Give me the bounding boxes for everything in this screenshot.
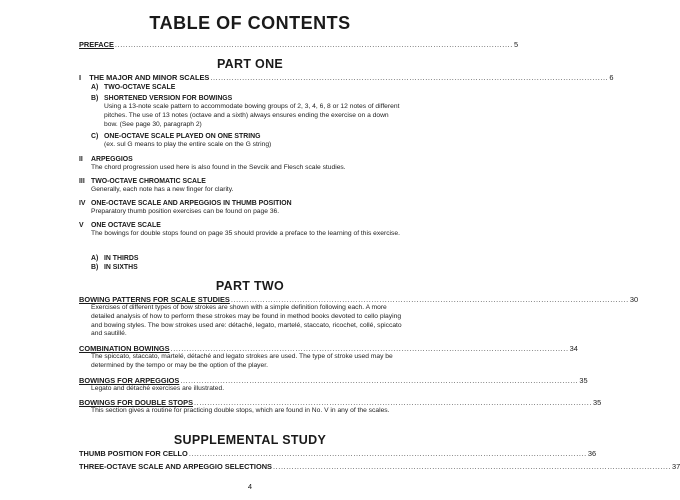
toc-entry-major-minor-scales [79, 73, 614, 82]
subsection-letter: A) [91, 84, 99, 91]
leader-dots: ...................................................................................................................................................... [194, 398, 593, 407]
subsection-title: IN THIRDS [104, 255, 139, 262]
toc-label: BOWING PATTERNS FOR SCALE STUDIES [79, 295, 230, 304]
part-two-heading: PART TWO [215, 279, 285, 293]
section-description: The chord progression used here is also found in the Sevcik and Flesch scale studies. [91, 164, 346, 171]
subsection-title: TWO-OCTAVE SCALE [104, 84, 176, 91]
toc-entry-three-octave [79, 462, 680, 471]
section-title: ONE-OCTAVE SCALE AND ARPEGGIOS IN THUMB POSITION [91, 200, 292, 207]
entry-description: This section gives a routine for practicing double stops, which are found in No. V in any of the scales. [91, 407, 390, 414]
toc-label: THREE-OCTAVE SCALE AND ARPEGGIO SELECTIONS [79, 462, 272, 471]
subsection-letter: B) [91, 264, 99, 271]
toc-entry-bowings-arpeggios [79, 376, 588, 385]
subsection-letter: C) [91, 133, 99, 140]
toc-page-number: 37 [672, 462, 680, 471]
toc-page-number: 35 [593, 398, 602, 407]
toc-entry-combination-bowings [79, 344, 578, 353]
toc-page-number: 34 [569, 344, 578, 353]
leader-dots: ...................................................................................................................................................... [170, 344, 569, 353]
leader-dots: ...................................................................................................................................................... [210, 73, 609, 82]
toc-page-number: 36 [587, 449, 597, 458]
toc-label: BOWINGS FOR ARPEGGIOS [79, 376, 180, 385]
section-description: Generally, each note has a new finger for clarity. [91, 186, 234, 193]
leader-dots: ...................................................................................................................................................... [230, 295, 629, 304]
roman-numeral: III [79, 178, 85, 185]
toc-entry-thumb-position [79, 449, 597, 458]
leader-dots: ...................................................................................................................................................... [114, 40, 513, 49]
toc-entry-bowing-patterns [79, 295, 639, 304]
roman-numeral: I [79, 73, 82, 82]
toc-page-number: 35 [579, 376, 588, 385]
subsection-letter: B) [91, 95, 99, 102]
toc-label: COMBINATION BOWINGS [79, 344, 170, 353]
subsection-title: SHORTENED VERSION FOR BOWINGS [104, 95, 233, 102]
toc-entry-double-stops [79, 398, 602, 407]
section-title: TWO-OCTAVE CHROMATIC SCALE [91, 178, 206, 185]
toc-label: BOWINGS FOR DOUBLE STOPS [79, 398, 194, 407]
entry-description: The spiccato, staccato, martelé, détaché and legato strokes are used. The type of stroke used may be determined by the tempo or may be the option of the player. [91, 353, 393, 369]
section-title: THE MAJOR AND MINOR SCALES [89, 73, 210, 82]
subsection-description: Using a 13-note scale pattern to accommodate bowing groups of 2, 3, 4, 6, 8 or 12 notes of different pitches. The use of 13 notes (octave and a sixth) always ensures ending the exercise on a down bow. (See page 30, paragraph 2) [104, 103, 400, 128]
page-title: TABLE OF CONTENTS [149, 13, 351, 33]
toc-label: PREFACE [79, 40, 114, 49]
page-number: 4 [247, 482, 253, 491]
entry-description: Exercises of different types of bow strokes are shown with a simple definition following each. A more detailed analysis of how to perform these strokes may be found in method books devoted to cello playing and bowing styles. The bow strokes used are: détaché, legato, martelé, staccato, ricochet, collé, spiccato and sautillé. [91, 304, 402, 338]
supplemental-heading: SUPPLEMENTAL STUDY [173, 433, 327, 447]
toc-page-number: 6 [609, 73, 614, 82]
roman-numeral: IV [79, 200, 86, 207]
part-one-heading: PART ONE [216, 57, 284, 71]
roman-numeral: V [79, 222, 84, 229]
subsection-title: ONE-OCTAVE SCALE PLAYED ON ONE STRING [104, 133, 261, 140]
toc-page-number: 5 [513, 40, 519, 49]
leader-dots: ...................................................................................................................................................... [273, 462, 672, 471]
section-description: The bowings for double stops found on page 35 should provide a preface to the learning of this exercise. [91, 230, 400, 237]
toc-entry-preface [79, 40, 519, 49]
subsection-description: (ex. sul G means to play the entire scale on the G string) [104, 141, 272, 148]
entry-description: Legato and détaché exercises are illustrated. [91, 385, 225, 392]
toc-label: THUMB POSITION FOR CELLO [79, 449, 188, 458]
leader-dots: ...................................................................................................................................................... [188, 449, 587, 458]
leader-dots: ...................................................................................................................................................... [180, 376, 579, 385]
toc-page-number: 30 [629, 295, 639, 304]
toc-label [79, 73, 209, 82]
section-description: Preparatory thumb position exercises can be found on page 36. [91, 208, 280, 215]
section-title: ARPEGGIOS [91, 156, 133, 163]
subsection-title: IN SIXTHS [104, 264, 138, 271]
roman-numeral: II [79, 156, 83, 163]
subsection-letter: A) [91, 255, 99, 262]
section-title: ONE OCTAVE SCALE [91, 222, 161, 229]
